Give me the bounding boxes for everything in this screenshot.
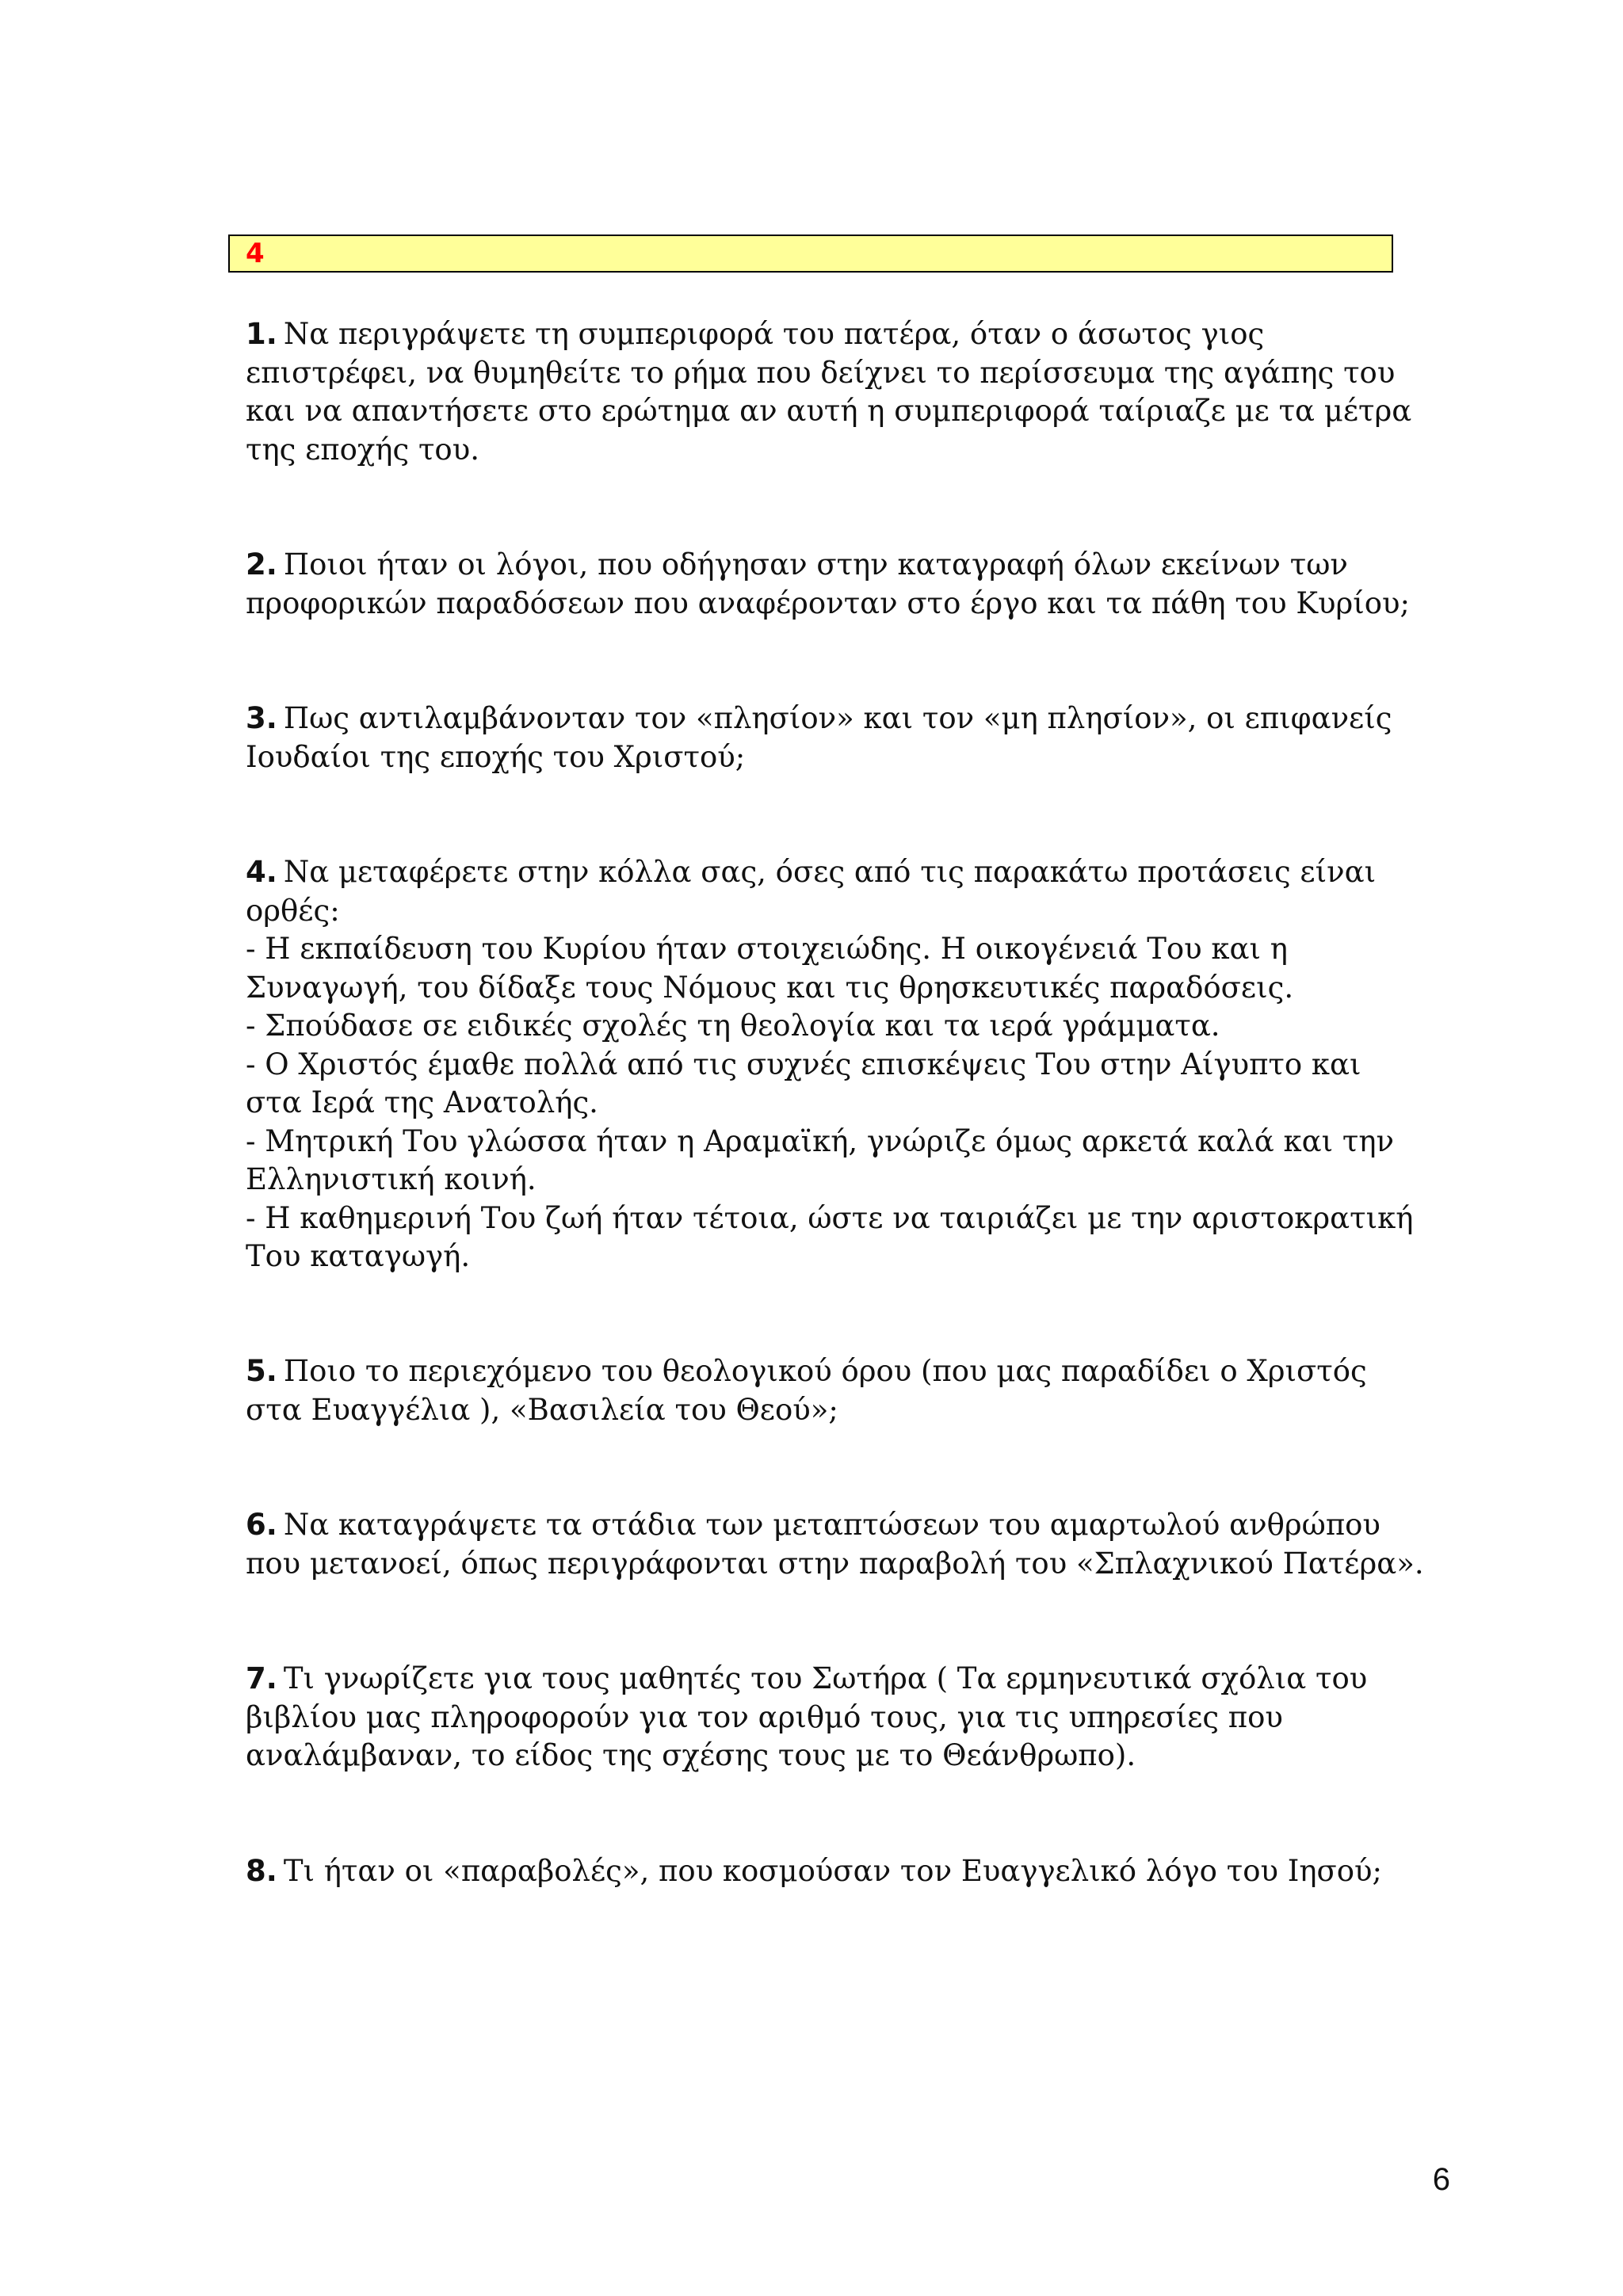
question-line: αναλάμβαναν, το είδος της σχέσης τους με το Θεάνθρωπο). bbox=[246, 1738, 1136, 1772]
question-number: 8. bbox=[246, 1854, 277, 1888]
question-line: ορθές: bbox=[246, 893, 340, 928]
question-line: της εποχής του. bbox=[246, 432, 479, 467]
statement-line: Ελληνιστική κοινή. bbox=[246, 1162, 537, 1196]
section-header-box bbox=[228, 235, 1393, 273]
question-text: Να μεταφέρετε στην κόλλα σας, όσες από τις παρακάτω προτάσεις είναι bbox=[283, 855, 1377, 889]
question-line: προφορικών παραδόσεων που αναφέρονταν στο έργο και τα πάθη του Κυρίου; bbox=[246, 585, 1410, 620]
question-line bbox=[246, 546, 1458, 585]
question-3 bbox=[246, 700, 1458, 776]
statement-line: - Η καθημερινή Του ζωή ήταν τέτοια, ώστε να ταιριάζει με την αριστοκρατική bbox=[246, 1200, 1414, 1235]
question-line bbox=[246, 1852, 1458, 1891]
question-number: 5. bbox=[246, 1354, 277, 1388]
statement-line: Του καταγωγή. bbox=[246, 1239, 471, 1273]
question-text: Ποιο το περιεχόμενο του θεολογικού όρου (που μας παραδίδει ο Χριστός bbox=[283, 1354, 1367, 1388]
question-number: 1. bbox=[246, 317, 277, 351]
statement-line: - Η εκπαίδευση του Κυρίου ήταν στοιχειώδης. Η οικογένειά Του και η bbox=[246, 932, 1288, 966]
question-line: Ιουδαίοι της εποχής του Χριστού; bbox=[246, 739, 746, 774]
question-text: Πως αντιλαμβάνονταν τον «πλησίον» και τον «μη πλησίον», οι επιφανείς bbox=[283, 701, 1392, 735]
question-1 bbox=[246, 315, 1458, 469]
question-4 bbox=[246, 853, 1458, 1276]
question-text: Να καταγράψετε τα στάδια των μεταπτώσεων του αμαρτωλού ανθρώπου bbox=[283, 1508, 1381, 1542]
question-line bbox=[246, 1660, 1458, 1699]
question-number: 2. bbox=[246, 547, 277, 582]
statement-line: - Σπούδασε σε ειδικές σχολές τη θεολογία και τα ιερά γράμματα. bbox=[246, 1009, 1220, 1043]
question-number: 3. bbox=[246, 701, 277, 735]
statement-line: - Μητρική Του γλώσσα ήταν η Αραμαϊκή, γνώριζε όμως αρκετά καλά και την bbox=[246, 1123, 1394, 1158]
question-text: Τι ήταν οι «παραβολές», που κοσμούσαν τον Ευαγγελικό λόγο του Ιησού; bbox=[283, 1854, 1382, 1888]
question-line: που μετανοεί, όπως περιγράφονται στην παραβολή του «Σπλαχνικού Πατέρα». bbox=[246, 1546, 1424, 1581]
question-line: στα Ευαγγέλια ), «Βασιλεία του Θεού»; bbox=[246, 1392, 838, 1427]
section-number: 4 bbox=[246, 238, 265, 269]
question-number: 4. bbox=[246, 855, 277, 889]
question-8 bbox=[246, 1852, 1458, 1891]
question-line: επιστρέφει, να θυμηθείτε το ρήμα που δείχνει το περίσσευμα της αγάπης του bbox=[246, 355, 1396, 390]
question-number: 6. bbox=[246, 1508, 277, 1542]
question-line bbox=[246, 1506, 1458, 1545]
question-text: Να περιγράψετε τη συμπεριφορά του πατέρα, όταν ο άσωτος γιος bbox=[283, 317, 1265, 351]
page-number: 6 bbox=[1432, 2162, 1450, 2197]
question-6 bbox=[246, 1506, 1458, 1583]
question-line bbox=[246, 1352, 1458, 1391]
question-line: βιβλίου μας πληροφορούν για τον αριθμό τους, για τις υπηρεσίες που bbox=[246, 1699, 1283, 1734]
question-number: 7. bbox=[246, 1661, 277, 1695]
question-line bbox=[246, 700, 1458, 738]
question-line bbox=[246, 853, 1458, 892]
question-5 bbox=[246, 1352, 1458, 1429]
question-line bbox=[246, 315, 1458, 354]
question-text: Ποιοι ήταν οι λόγοι, που οδήγησαν στην καταγραφή όλων εκείνων των bbox=[283, 547, 1348, 582]
question-line: και να απαντήσετε στο ερώτημα αν αυτή η συμπεριφορά ταίριαζε με τα μέτρα bbox=[246, 394, 1412, 428]
question-text: Τι γνωρίζετε για τους μαθητές του Σωτήρα ( Τα ερμηνευτικά σχόλια του bbox=[283, 1661, 1368, 1695]
statement-line: Συναγωγή, του δίδαξε τους Νόμους και τις θρησκευτικές παραδόσεις. bbox=[246, 970, 1294, 1005]
statement-line: στα Ιερά της Ανατολής. bbox=[246, 1085, 598, 1119]
statement-line: - Ο Χριστός έμαθε πολλά από τις συχνές επισκέψεις Του στην Αίγυπτο και bbox=[246, 1047, 1361, 1081]
question-7 bbox=[246, 1660, 1458, 1775]
question-2 bbox=[246, 546, 1458, 623]
